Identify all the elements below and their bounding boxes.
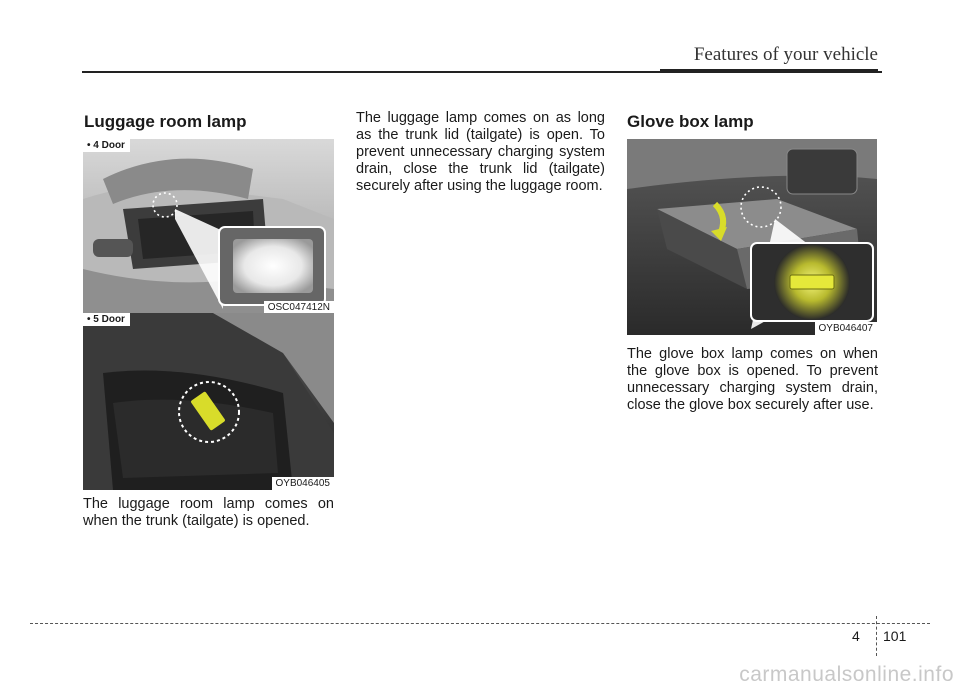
section-heading-luggage-room-lamp: Luggage room lamp — [84, 112, 247, 131]
running-header: Features of your vehicle — [693, 44, 878, 65]
footer-rule — [30, 623, 930, 624]
section-heading-glove-box-lamp: Glove box lamp — [627, 112, 754, 131]
chapter-number: 4 — [852, 628, 860, 644]
figure-glove-box — [627, 139, 877, 335]
paragraph-luggage-lamp-drain: The luggage lamp comes on as long as the trunk lid (tailgate) is open. To prevent unnecessary charging system drain, close the trunk lid (tailgate) securely after using the luggage room. — [356, 110, 605, 194]
header-rule-accent — [660, 69, 878, 73]
figure-code-5-door: OYB046405 — [272, 477, 335, 490]
figure-4-door-trunk — [83, 139, 334, 314]
page-number-divider — [876, 616, 877, 656]
paragraph-luggage-room-lamp: The luggage room lamp comes on when the trunk (tailgate) is opened. — [83, 496, 334, 529]
figure-code-glove-box: OYB046407 — [815, 322, 878, 335]
hatch-illustration — [83, 313, 334, 490]
trunk-illustration — [83, 139, 334, 314]
glove-box-illustration — [627, 139, 877, 335]
page-number: 101 — [883, 628, 907, 644]
watermark: carmanualsonline.info — [739, 663, 954, 686]
figure-5-door-hatch — [83, 313, 334, 490]
figure-code-4-door: OSC047412N — [264, 301, 334, 314]
figure-tag-5-door: • 5 Door — [83, 313, 130, 326]
figure-tag-4-door: • 4 Door — [83, 139, 130, 152]
paragraph-glove-box-lamp: The glove box lamp comes on when the glove box is opened. To prevent unnecessary charging system drain, close the glove box securely after use. — [627, 346, 878, 413]
